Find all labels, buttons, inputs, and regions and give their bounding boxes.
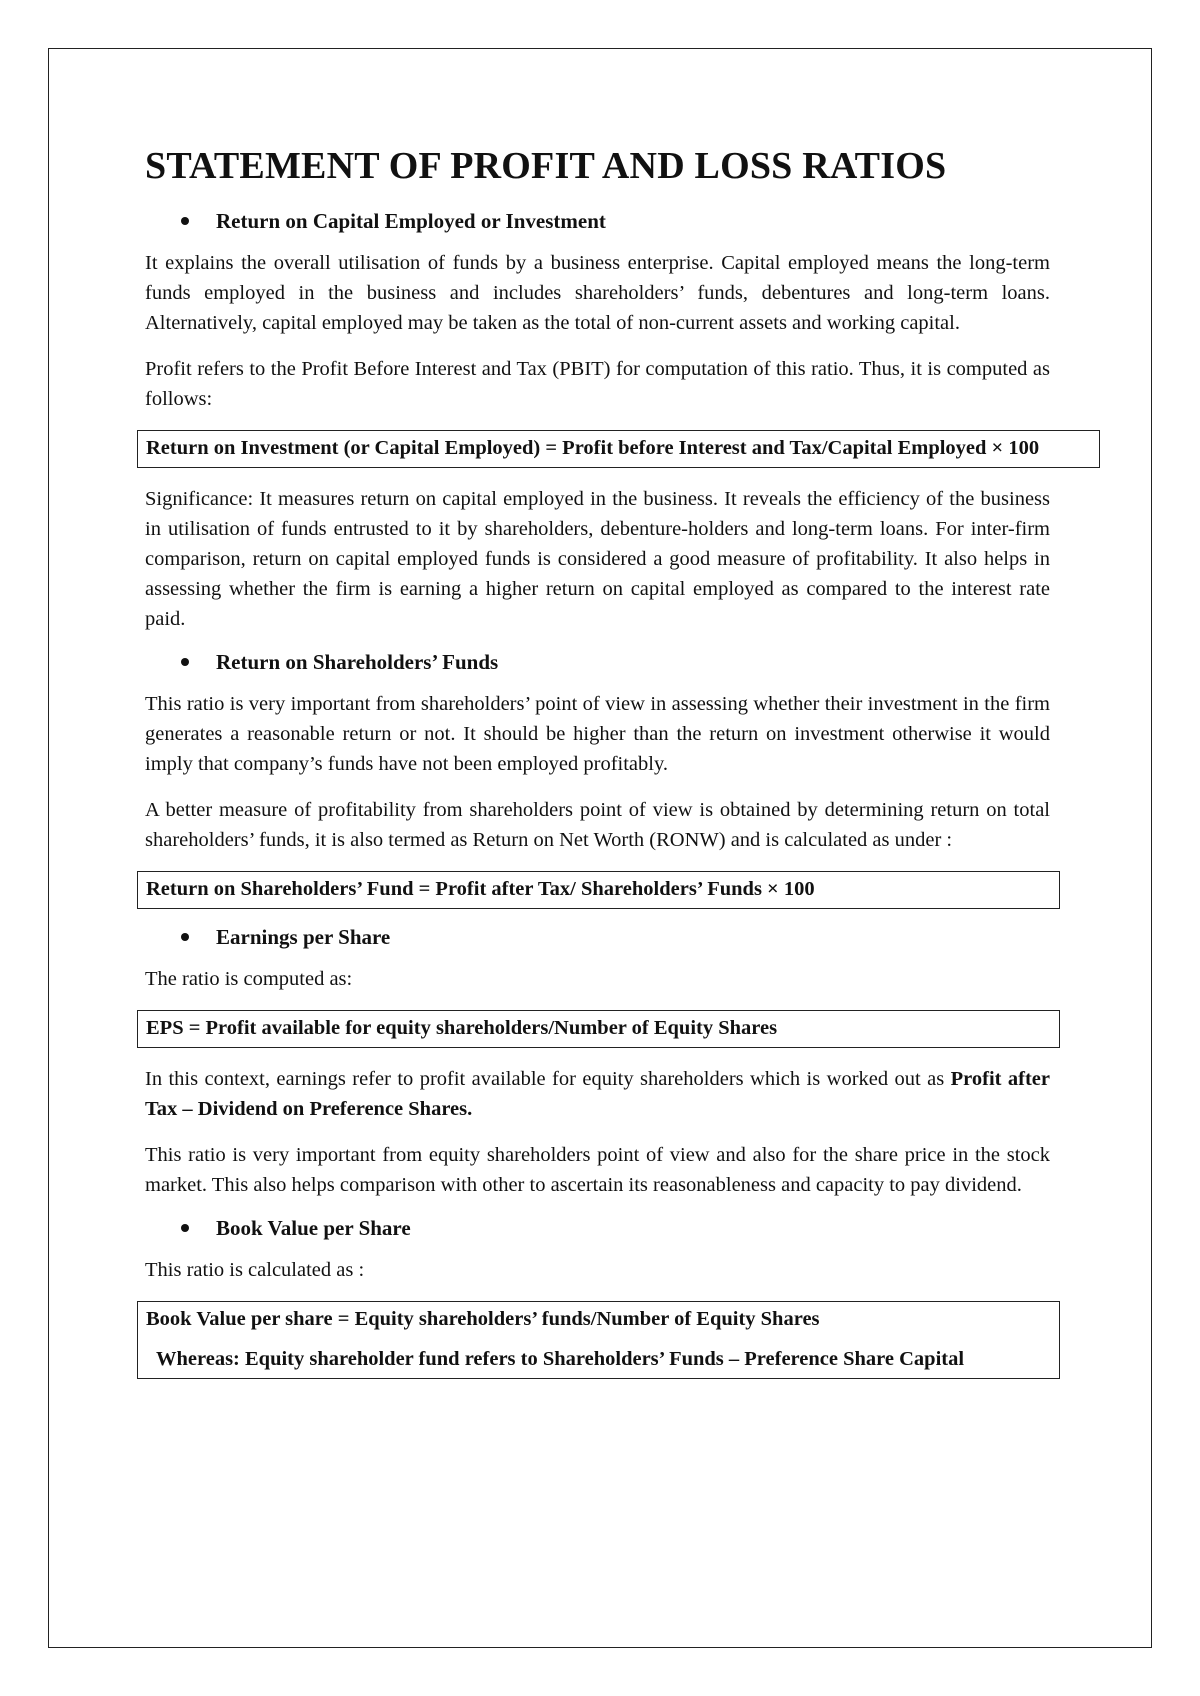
bvps-paragraph-1: This ratio is calculated as : <box>145 1258 365 1281</box>
eps-paragraph-2-text: In this context, earnings refer to profit available for equity shareholders which is worked out as <box>145 1067 951 1090</box>
rosf-formula-box: Return on Shareholders’ Fund = Profit after Tax/ Shareholders’ Funds × 100 <box>137 871 1060 909</box>
section-heading-label: Return on Capital Employed or Investment <box>216 208 606 233</box>
section-heading-bvps <box>181 1216 1050 1241</box>
section-heading-roce <box>181 209 1050 234</box>
bvps-formula-box <box>137 1301 1060 1379</box>
section-heading-label: Earnings per Share <box>216 924 391 949</box>
roce-paragraph-2: Profit refers to the Profit Before Interest and Tax (PBIT) for computation of this ratio. Thus, it is computed as follows: <box>145 357 1050 410</box>
bullet-icon <box>181 933 189 941</box>
roce-formula-box: Return on Investment (or Capital Employed) = Profit before Interest and Tax/Capital Employed × 100 <box>137 430 1100 468</box>
bullet-icon <box>181 1224 189 1232</box>
eps-paragraph-2 <box>145 1064 1050 1124</box>
bullet-icon <box>181 217 189 225</box>
section-heading-label: Return on Shareholders’ Funds <box>216 649 499 674</box>
section-heading-label: Book Value per Share <box>216 1215 411 1240</box>
rosf-paragraph-2: A better measure of profitability from shareholders point of view is obtained by determining return on total shareholders’ funds, it is also termed as Return on Net Worth (RONW) and is calculated as under : <box>145 798 1050 851</box>
bvps-formula-line-2: Whereas: Equity shareholder fund refers to Shareholders’ Funds – Preference Share Capital <box>156 1347 965 1370</box>
eps-paragraph-2-bold: Profit after Tax – Dividend on Preference Shares. <box>145 1067 1051 1120</box>
eps-formula-box: EPS = Profit available for equity shareholders/Number of Equity Shares <box>137 1010 1060 1048</box>
eps-paragraph-1: The ratio is computed as: <box>145 967 353 990</box>
roce-paragraph-1: It explains the overall utilisation of funds by a business enterprise. Capital employed means the long-term funds employed in the business and includes shareholders’ funds, debentures and long-term loans. Alternatively, capital employed may be taken as the total of non-current assets and working capital. <box>145 251 1050 334</box>
bvps-formula-line-1: Book Value per share = Equity shareholders’ funds/Number of Equity Shares <box>146 1307 820 1330</box>
roce-significance: Significance: It measures return on capital employed in the business. It reveals the efficiency of the business in utilisation of funds entrusted to it by shareholders, debenture-holders and long-term loans. For inter-firm comparison, return on capital employed funds is considered a good measure of profitability. It also helps in assessing whether the firm is earning a higher return on capital employed as compared to the interest rate paid. <box>145 487 1050 630</box>
eps-paragraph-3: This ratio is very important from equity shareholders point of view and also for the share price in the stock market. This also helps comparison with other to ascertain its reasonableness and capacity to pay dividend. <box>145 1143 1050 1196</box>
section-heading-eps <box>181 925 1050 950</box>
document-body <box>145 145 1050 1395</box>
page-title: STATEMENT OF PROFIT AND LOSS RATIOS <box>145 145 947 187</box>
section-heading-rosf <box>181 650 1050 675</box>
rosf-paragraph-1: This ratio is very important from shareholders’ point of view in assessing whether their investment in the firm generates a reasonable return or not. It should be higher than the return on investment otherwise it would imply that company’s funds have not been employed profitably. <box>145 692 1050 775</box>
bullet-icon <box>181 658 189 666</box>
